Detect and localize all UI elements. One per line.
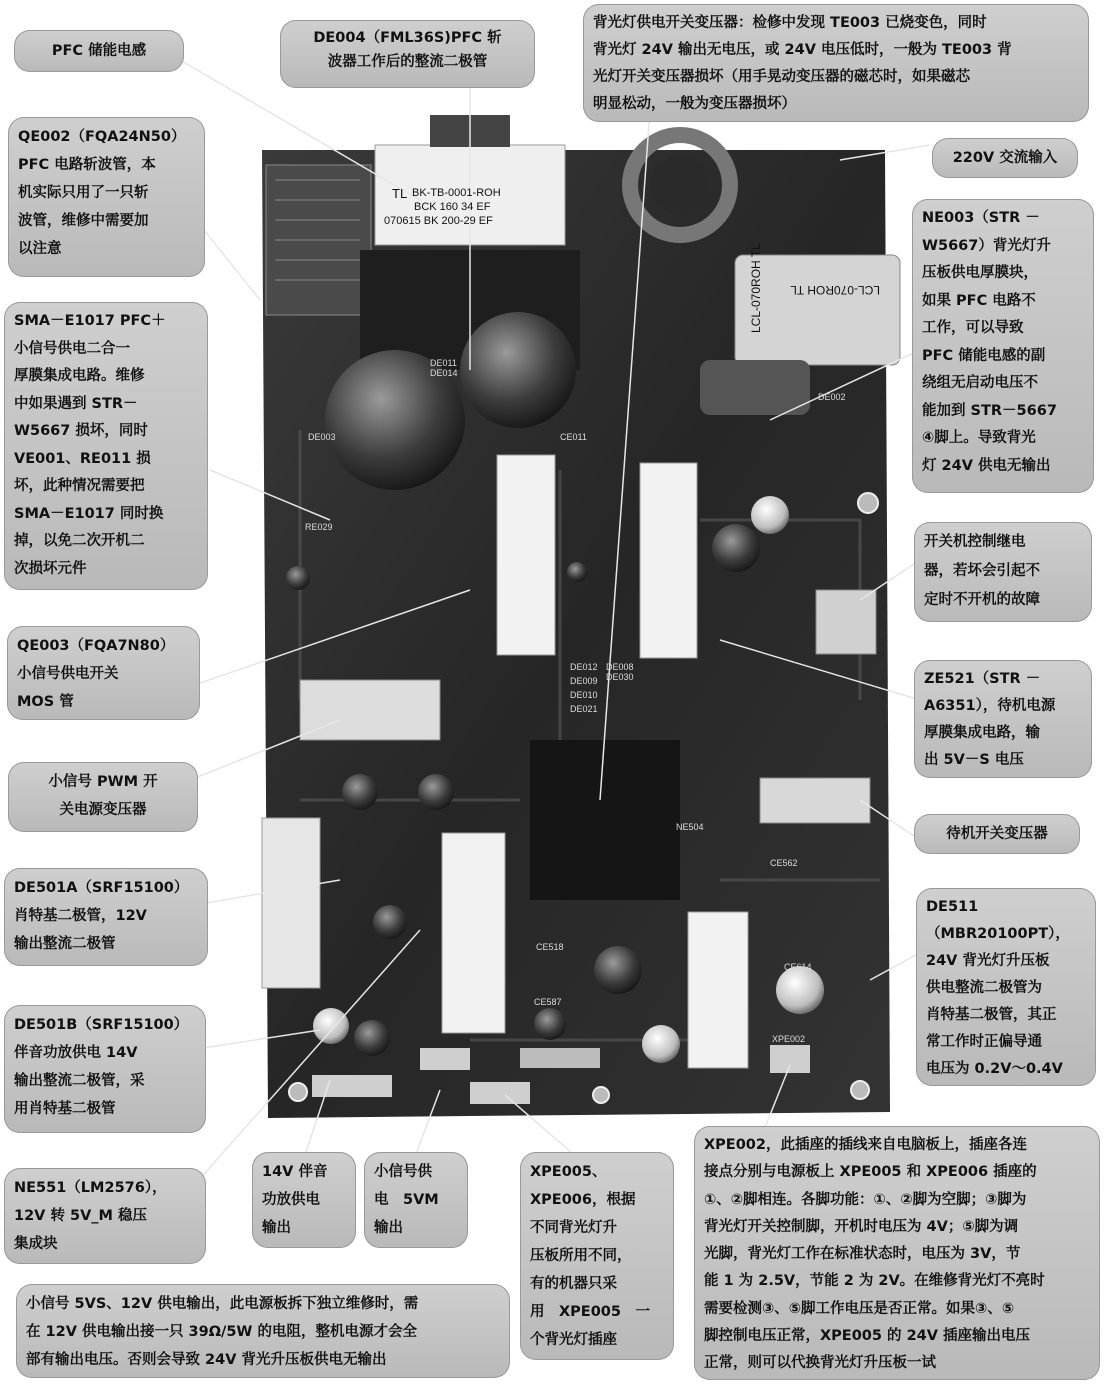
callout-ne003: NE003（STR － W5667）背光灯升 压板供电厚膜块， 如果 PFC 电路不 工作，可以导致 PFC 储能电感的副 绕组无启动电压不 能加到 STR－5667 ④脚上。导致背光 灯 24V 供电无输出 xyxy=(912,199,1094,493)
capacitor xyxy=(712,524,760,572)
capacitor xyxy=(642,1025,680,1063)
callout-qe002: QE002（FQA24N50） PFC 电路斩波管，本 机实际只用了一只斩 波管，维修中需要加 以注意 xyxy=(8,117,205,277)
heatsink-right-lower xyxy=(688,912,748,1068)
board-label: DE003 xyxy=(308,432,336,442)
board-label: BCK 160 34 EF xyxy=(414,201,491,213)
connector xyxy=(520,1048,600,1068)
callout-pfc-inductor: PFC 储能电感 xyxy=(14,30,184,72)
board-label: LCL-070ROH TL xyxy=(790,283,880,297)
pwm-transformer xyxy=(300,680,440,740)
callout-standby-transformer: 待机开关变压器 xyxy=(914,814,1080,854)
capacitor xyxy=(460,312,576,428)
capacitor xyxy=(567,562,587,582)
connector xyxy=(470,1082,530,1104)
relay xyxy=(816,590,876,654)
board-label: CE562 xyxy=(770,858,798,868)
board-label: XPE002 xyxy=(772,1034,806,1044)
heatsink-lower xyxy=(442,833,505,1033)
board-label: TL xyxy=(392,186,408,201)
board-label: DE011 xyxy=(430,358,457,368)
board-label: NE504 xyxy=(676,822,704,832)
callout-ne551: NE551（LM2576）， 12V 转 5V_M 稳压 集成块 xyxy=(4,1168,206,1264)
callout-relay: 开关机控制继电 器，若坏会引起不 定时不开机的故障 xyxy=(914,522,1092,622)
callout-pwm-transformer: 小信号 PWM 开 关电源变压器 xyxy=(8,762,198,832)
capacitor xyxy=(534,1008,566,1040)
board-label: CE614 xyxy=(784,962,812,972)
board-label: DE014 xyxy=(430,368,458,378)
callout-ac-input: 220V 交流输入 xyxy=(932,138,1078,178)
board-label: DE002 xyxy=(818,392,846,402)
standby-transformer xyxy=(760,778,870,823)
connector xyxy=(312,1075,392,1097)
capacitor xyxy=(594,946,642,994)
callout-te003: 背光灯供电开关变压器：检修中发现 TE003 已烧变色，同时 背光灯 24V 输出无电压，或 24V 电压低时，一般为 TE003 背 光灯开关变压器损坏（用手晃动变压器的磁芯时，如果磁芯 明显松动，一般为变压器损坏） xyxy=(583,4,1089,122)
capacitor xyxy=(286,566,310,590)
board-label: CE518 xyxy=(536,942,564,952)
board-label: DE012 xyxy=(570,662,598,672)
capacitor xyxy=(342,774,378,810)
callout-14v-output: 14V 伴音 功放供电 输出 xyxy=(252,1152,356,1248)
board-label: LCL-070ROH TL xyxy=(749,243,763,333)
output-block xyxy=(262,818,320,988)
callout-de004: DE004（FML36S)PFC 斩 波器工作后的整流二极管 xyxy=(280,20,535,88)
board-label: CE011 xyxy=(560,432,587,442)
callout-5vm-output: 小信号供 电 5VM 输出 xyxy=(364,1152,468,1248)
capacitor xyxy=(418,774,454,810)
callout-bottom: 小信号 5VS、12V 供电输出，此电源板拆下独立维修时，需 在 12V 供电输出接一只 39Ω/5W 的电阻，整机电源才会全 部有输出电压。否则会导致 24V 背光升压板供电无输出 xyxy=(16,1284,510,1378)
board-label: BK-TB-0001-ROH xyxy=(412,187,501,199)
board-label: DE009 xyxy=(570,676,598,686)
callout-de501a: DE501A（SRF15100） 肖特基二极管，12V 输出整流二极管 xyxy=(4,868,208,966)
heatsink-left xyxy=(497,455,555,655)
heatsink-right xyxy=(640,463,697,658)
board-label: DE008 xyxy=(606,662,634,672)
capacitor xyxy=(354,1020,390,1056)
callout-qe003: QE003（FQA7N80） 小信号供电开关 MOS 管 xyxy=(7,626,200,720)
callout-ze521: ZE521（STR － A6351），待机电源 厚膜集成电路，输 出 5V－S 电压 xyxy=(914,660,1092,778)
connector xyxy=(420,1048,470,1070)
callout-xpe002: XPE002，此插座的插线来自电脑板上，插座各连 接点分别与电源板上 XPE005 和 XPE006 插座的 ①、②脚相连。各脚功能：①、②脚为空脚；③脚为 背光灯开关控制脚，开机时电压为 4V；⑤脚为调 光脚，背光灯工作在标准状态时，电压为 3V，节 能 1 为 2.5V，节能 2 为 2V。在维修背光灯不亮时 需要检测③、⑤脚工作电压是否正常。如果③、⑤ 脚控制电压正常，XPE005 的 24V 插座输出电压 正常，则可以代换背光灯升压板一试 xyxy=(694,1126,1100,1380)
board-label: CE587 xyxy=(534,997,562,1007)
callout-de511: DE511 （MBR20100PT）， 24V 背光灯升压板 供电整流二极管为 肖特基二极管，其正 常工作时正偏导通 电压为 0.2V～0.4V xyxy=(916,888,1096,1086)
connector xyxy=(770,1045,810,1073)
callout-sma: SMA－E1017 PFC＋ 小信号供电二合一 厚膜集成电路。维修 中如果遇到 STR－ W5667 损坏，同时 VE001、RE011 损 坏，此种情况需要把 SMA－E1017 同时换 掉，以免二次开机二 次损坏元件 xyxy=(4,302,208,590)
capacitor xyxy=(313,1008,349,1044)
board-label: RE029 xyxy=(305,522,333,532)
capacitor xyxy=(751,496,789,534)
board-label: DE021 xyxy=(570,704,598,714)
capacitor xyxy=(776,966,824,1014)
board-label: DE030 xyxy=(606,672,634,682)
callout-de501b: DE501B（SRF15100） 伴音功放供电 14V 输出整流二极管，采 用肖特基二极管 xyxy=(4,1005,206,1133)
board-label: 070615 BK 200-29 EF xyxy=(384,215,493,227)
callout-xpe005: XPE005、 XPE006，根据 不同背光灯升 压板所用不同， 有的机器只采 用 XPE005 一 个背光灯插座 xyxy=(520,1152,674,1360)
board-label: DE010 xyxy=(570,690,598,700)
capacitor xyxy=(373,905,407,939)
